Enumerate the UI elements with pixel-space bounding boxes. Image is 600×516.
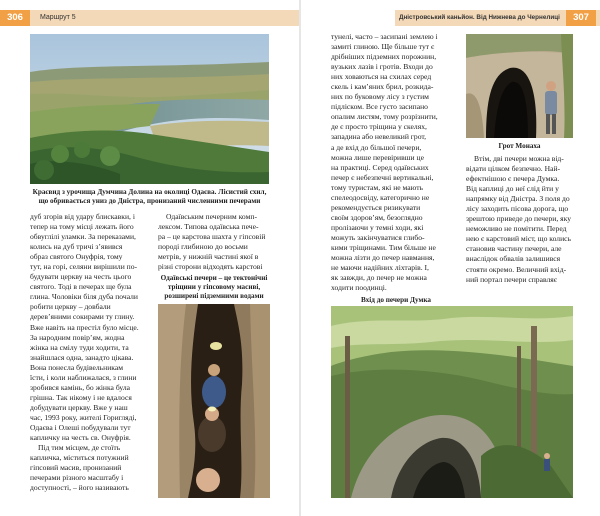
- text-line: лісу заходить пісова дорога, що: [466, 204, 569, 214]
- left-page-number: 306: [0, 10, 30, 26]
- grot-caption: Грот Монаха: [498, 142, 541, 150]
- text-line: Від каплиці до неї слід йти у: [466, 184, 559, 194]
- text-line: обвуглілі уламки. За переказами,: [30, 232, 136, 242]
- text-line: зрештою приведе до печери, яку: [466, 214, 571, 224]
- text-line: метрів, у нижній частині якої в: [158, 252, 259, 262]
- text-line: святого. Тоді в печерах ще була: [30, 282, 132, 292]
- text-line: на практиці. Серед одаївських: [331, 162, 429, 172]
- text-line: внаслідок обвалів залишився: [466, 254, 561, 264]
- text-line: різні сторони відходять карстові: [158, 262, 263, 272]
- text-line: можна лізти до печер навмання,: [331, 253, 435, 263]
- text-line: час, 1993 року, жителі Горигляді,: [30, 412, 137, 422]
- text-line: кими тріщинами. Тим більше не: [331, 242, 436, 252]
- text-line: капличку на честь св. Онуфрія.: [30, 433, 131, 443]
- text-line: дуб згорів від удару блискавки, і: [30, 212, 135, 221]
- text-line: як завжди, до печер не можна: [331, 273, 427, 283]
- caption-line: Одаївські печери – це тектонічні: [160, 274, 268, 282]
- text-line: спелеодосвіду, категорично не: [331, 192, 430, 202]
- text-line: ра – це карстова шахта у гіпсовій: [158, 232, 266, 242]
- text-line: відати цілком безпечно. Най-: [466, 164, 561, 174]
- text-line: стояти окремо. Величний вхід-: [466, 264, 567, 274]
- left-page: [0, 0, 299, 516]
- landscape-caption: [30, 188, 269, 206]
- text-line: тут, на горі, селяни вирішили по-: [30, 262, 138, 272]
- text-line: образ святого Онуфрія, тому: [30, 252, 123, 262]
- text-line: капличка, міститься потужний: [30, 453, 129, 463]
- right-body-column-1: [331, 32, 461, 293]
- text-line: їсти, і коли наближалася, з глини: [30, 372, 137, 382]
- text-line: будувати церкву на честь цього: [30, 272, 132, 282]
- text-line: можуть закінчуватися глибо-: [331, 232, 425, 242]
- left-body-column-2: [158, 212, 270, 272]
- caption-line: розширені підземними водами: [164, 292, 264, 300]
- text-line: нею є карстовий міст, що колись: [466, 234, 571, 244]
- right-body-column-2: [466, 154, 573, 285]
- text-line: грішна. Так нікому і не вдалося: [30, 392, 132, 402]
- text-line: За народним повір’ям, жодна: [30, 332, 125, 342]
- dumka-caption: Вхід до печери Думка: [360, 296, 432, 304]
- text-line: западина або невеликий грот,: [331, 132, 427, 142]
- cave-caption: [158, 274, 270, 301]
- text-line: жінка на смілу туди ходити, та: [30, 342, 129, 352]
- text-line: рекомендується ризикувати: [331, 202, 421, 212]
- text-line: гіпсовий масив, пронизаний: [30, 463, 122, 473]
- text-line: тому туристам, які не мають: [331, 182, 424, 192]
- text-line: ефектнішою є печера Думка.: [466, 174, 560, 184]
- text-line: них ховаються на схилах серед: [331, 72, 432, 82]
- text-line: Під тим місцем, де стоїть: [38, 443, 121, 453]
- route-label: Маршрут 5: [40, 14, 76, 21]
- text-line: опалим листям, тому розрізнити,: [331, 112, 438, 122]
- text-line: а де вхід до більшої печери,: [331, 142, 422, 152]
- text-line: неможливо не помітити. Перед: [466, 224, 567, 234]
- text-line: Втім, дві печери можна від-: [474, 154, 564, 163]
- text-line: напрямку від Дністра. З поля до: [466, 194, 570, 204]
- text-line: дрібніших підземних порожнин,: [331, 52, 437, 62]
- text-line: пролізаючи у темні ходи, які: [331, 222, 424, 232]
- text-line: лексом. Типова одаївська пече-: [158, 222, 259, 232]
- text-line: становив частину печери, але: [466, 244, 562, 254]
- text-line: не маючи надійних ліхтарів. І,: [331, 263, 429, 273]
- text-line: них по буковому лісу з густим: [331, 92, 429, 102]
- text-line: вузьких лазів і гротів. Входи до: [331, 62, 433, 72]
- text-line: глина. Чоловіки біля дуба почали: [30, 292, 138, 302]
- caption-line: Краєвид з урочища Думчина Долина на околиці Одаєва. Лісистий схил,: [32, 188, 267, 196]
- text-line: Одаївським печерним комп-: [166, 212, 257, 221]
- text-line: ходити поодинці.: [331, 283, 387, 293]
- text-line: тепер на тому місці лежать його: [30, 222, 134, 232]
- right-page-number: 307: [566, 10, 596, 26]
- caption-line: що обривається униз до Дністра, пронизаний численними печерами: [38, 197, 261, 205]
- text-line: печер є небезпечні вертикальні,: [331, 172, 434, 182]
- text-line: робити церкву – довбали: [30, 302, 111, 312]
- text-line: породі глибиною до восьми: [158, 242, 248, 252]
- text-line: печерами різного масштабу і: [30, 473, 124, 483]
- grot-monakha-photo: [466, 34, 573, 138]
- text-line: Вона понесла будівельникам: [30, 362, 124, 372]
- text-line: Одаєва і Олеші побудували тут: [30, 422, 131, 432]
- text-line: тунелі, часто – засипані землею і: [331, 32, 438, 41]
- right-page: [301, 0, 600, 516]
- caption-line: тріщини у гіпсовому масиві,: [167, 283, 261, 291]
- text-line: ний портал печери справляє: [466, 274, 558, 284]
- text-line: своїм здоров’ям, безоглядно: [331, 212, 423, 222]
- dumka-cave-entrance-photo: [331, 306, 573, 498]
- text-line: дерев’яними сокирами ту глину.: [30, 312, 135, 322]
- text-line: доступності, – його називають: [30, 483, 129, 493]
- text-line: зробився камінь, бо жінка була: [30, 382, 131, 392]
- text-line: колись на дуб тричі з’явився: [30, 242, 123, 252]
- text-line: де є просто тріщина у скелях,: [331, 122, 427, 132]
- text-line: замиті глиною. Ще більше тут є: [331, 42, 435, 52]
- text-line: добудувати церкву. Вже у наш: [30, 402, 128, 412]
- text-line: можна лише перевіривши це: [331, 152, 424, 162]
- text-line: знайшлася одна, занадто цікава.: [30, 352, 134, 362]
- text-line: Вже навіть на престіл було місце.: [30, 322, 139, 332]
- cave-crevice-photo: [158, 304, 270, 498]
- text-line: підліском. Все густо засипано: [331, 102, 428, 112]
- text-line: скель і кам’яних брил, розкида-: [331, 82, 434, 92]
- chapter-title: Дністровський каньйон. Від Нижнева до Чернелиці: [399, 14, 560, 21]
- canyon-landscape-photo: [30, 34, 269, 184]
- left-body-column-1: [30, 212, 152, 493]
